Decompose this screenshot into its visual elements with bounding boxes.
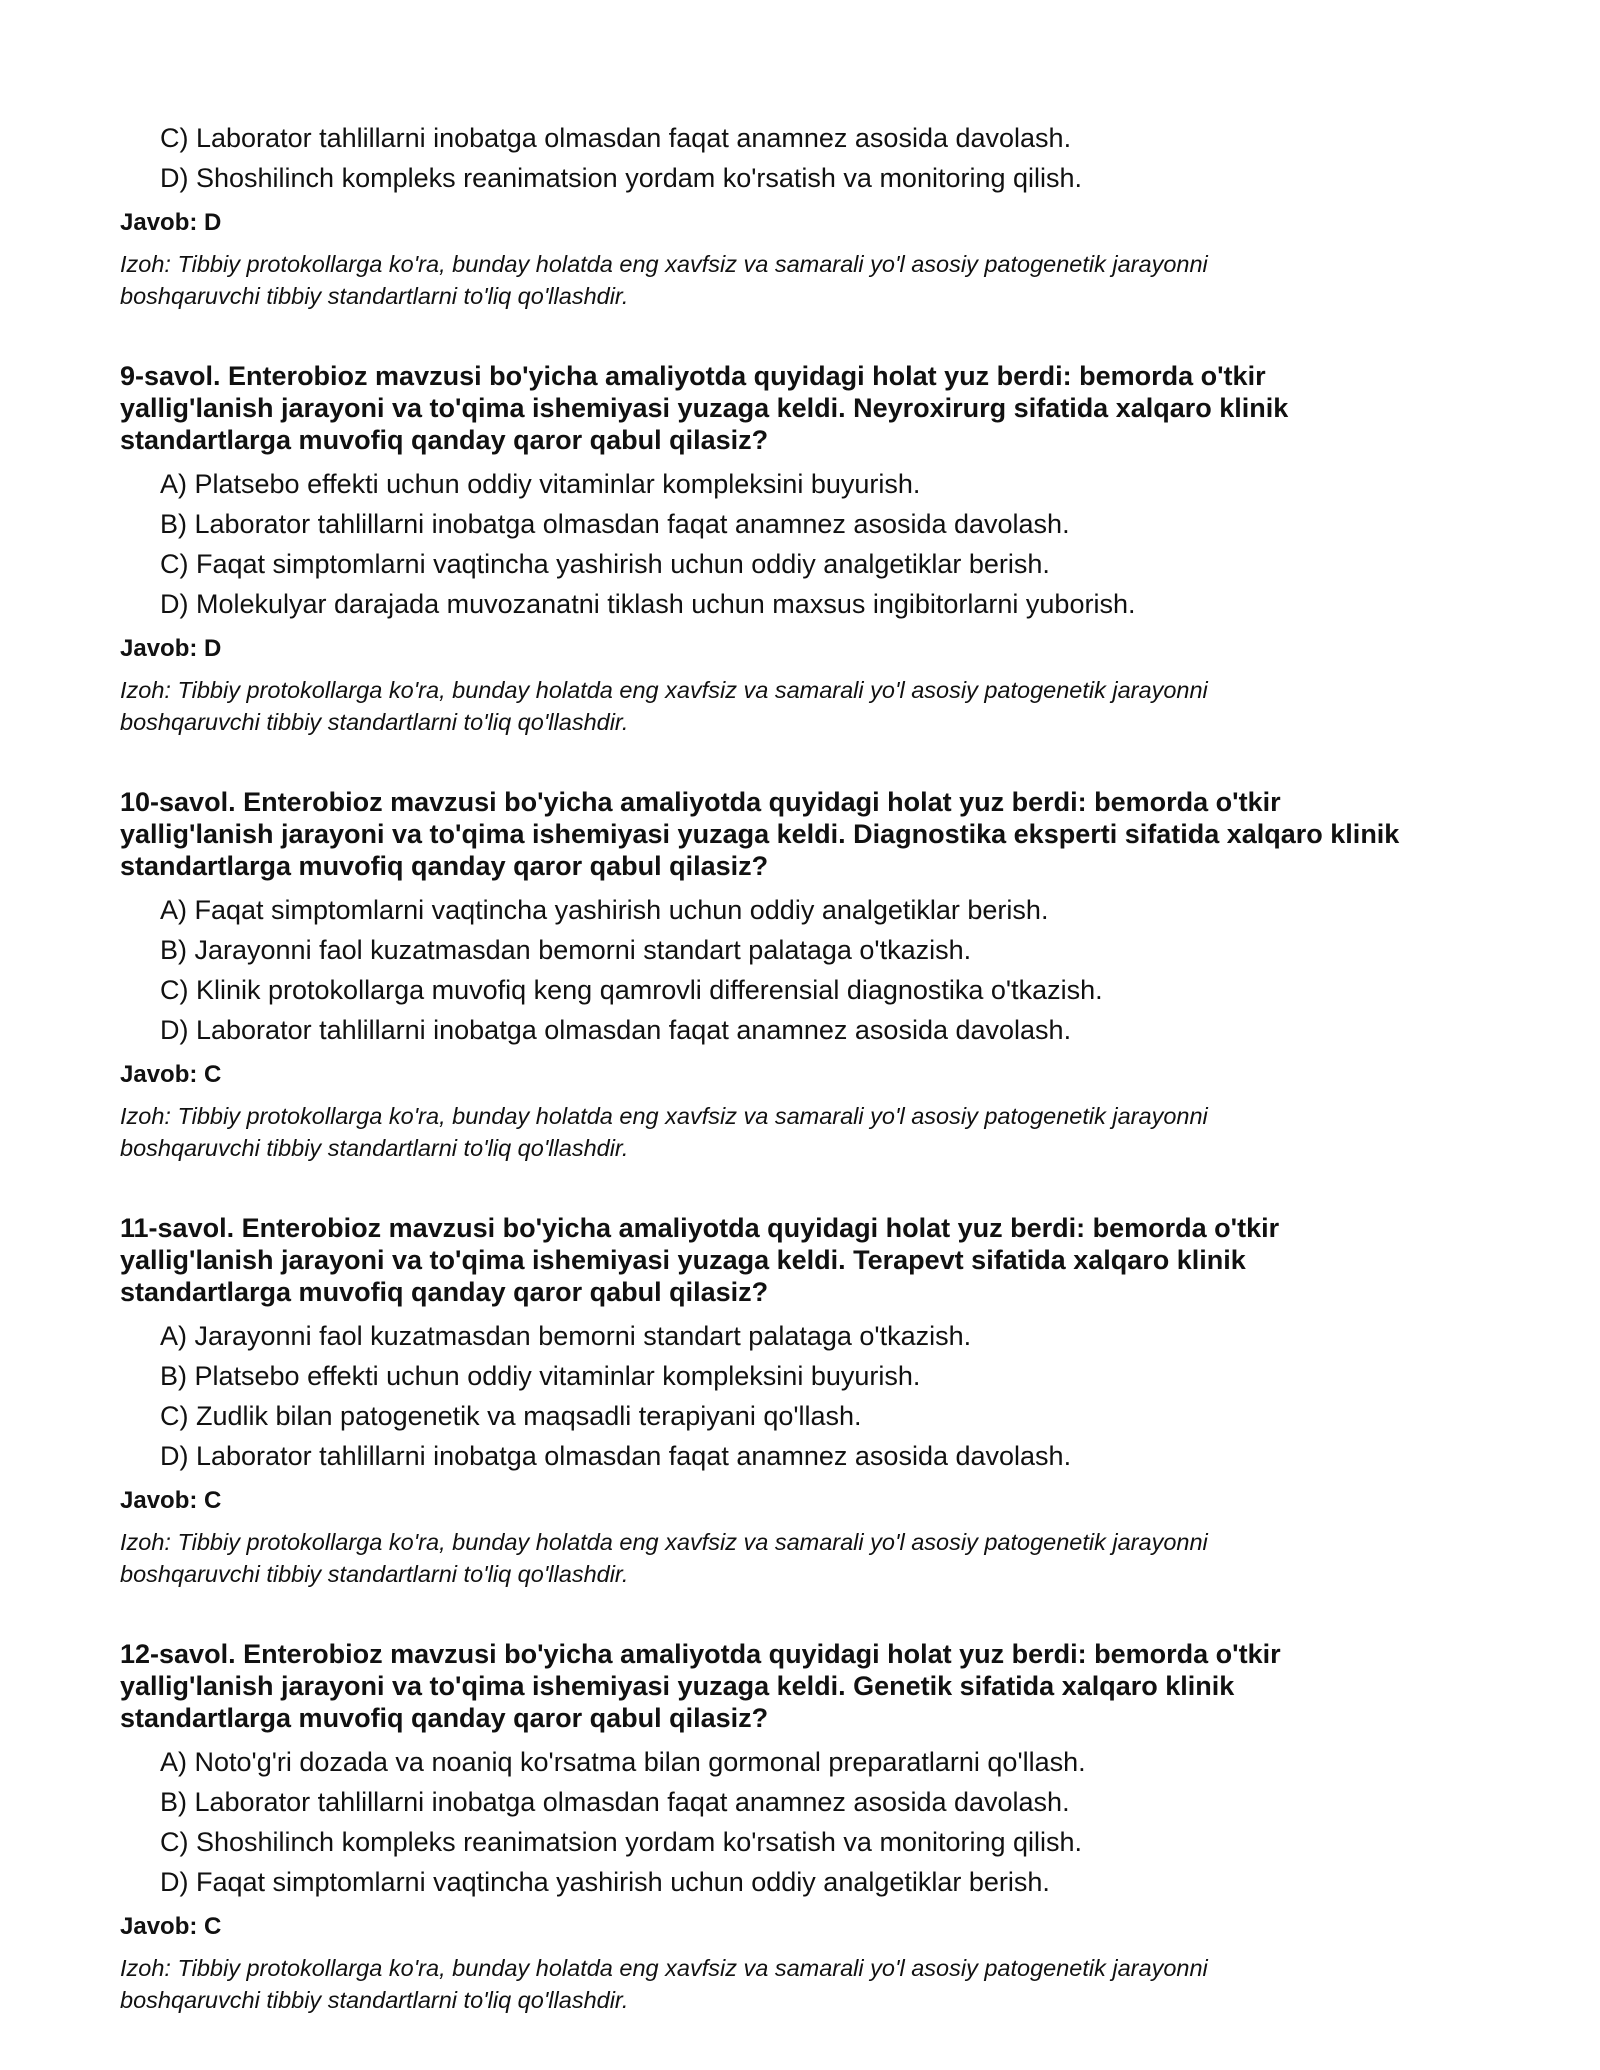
question-title-line: standartlarga muvofiq qanday qaror qabul qilasiz?: [120, 1703, 769, 1733]
explanation-line: boshqaruvchi tibbiy standartlarni to'liq qo'llashdir.: [120, 283, 629, 309]
explanation-note: [120, 1100, 1500, 1164]
explanation-line: boshqaruvchi tibbiy standartlarni to'liq qo'llashdir.: [120, 1135, 629, 1161]
option-c: C) Faqat simptomlarni vaqtincha yashirish uchun oddiy analgetiklar berish.: [160, 549, 1050, 579]
question-title-line: yallig'lanish jarayoni va to'qima ishemiyasi yuzaga keldi. Neyroxirurg sifatida xalqaro klinik: [120, 393, 1289, 423]
option-a: A) Noto'g'ri dozada va noaniq ko'rsatma bilan gormonal preparatlarni qo'llash.: [160, 1747, 1086, 1777]
question-title: [120, 786, 1500, 882]
question-title: [120, 1212, 1500, 1308]
option-c: C) Laborator tahlillarni inobatga olmasdan faqat anamnez asosida davolash.: [160, 123, 1072, 153]
answer-options: [120, 464, 1500, 624]
question-title-line: 12-savol. Enterobioz mavzusi bo'yicha amaliyotda quyidagi holat yuz berdi: bemorda o'tkir: [120, 1639, 1281, 1669]
answer-options: [120, 118, 1500, 198]
question-title-line: standartlarga muvofiq qanday qaror qabul qilasiz?: [120, 1277, 769, 1307]
explanation-line: boshqaruvchi tibbiy standartlarni to'liq qo'llashdir.: [120, 709, 629, 735]
explanation-line: boshqaruvchi tibbiy standartlarni to'liq qo'llashdir.: [120, 1987, 629, 2013]
question-title: [120, 360, 1500, 456]
question-title-line: 9-savol. Enterobioz mavzusi bo'yicha amaliyotda quyidagi holat yuz berdi: bemorda o'tkir: [120, 361, 1266, 391]
answer-options: [120, 1742, 1500, 1902]
document-page: [120, 118, 1500, 2016]
explanation-line: Izoh: Tibbiy protokollarga ko'ra, bunday holatda eng xavfsiz va samarali yo'l asosiy patogenetik jarayonni: [120, 677, 1208, 703]
question-10: [120, 786, 1500, 1164]
question-title-line: standartlarga muvofiq qanday qaror qabul qilasiz?: [120, 425, 769, 455]
answer-label: Javob: C: [120, 1913, 222, 1940]
option-b: B) Jarayonni faol kuzatmasdan bemorni standart palataga o'tkazish.: [160, 935, 972, 965]
question-title: [120, 1638, 1500, 1734]
explanation-note: [120, 248, 1500, 312]
option-d: D) Laborator tahlillarni inobatga olmasdan faqat anamnez asosida davolash.: [160, 1015, 1072, 1045]
answer-label: Javob: D: [120, 635, 222, 662]
option-c: C) Zudlik bilan patogenetik va maqsadli terapiyani qo'llash.: [160, 1401, 862, 1431]
option-d: D) Shoshilinch kompleks reanimatsion yordam ko'rsatish va monitoring qilish.: [160, 163, 1083, 193]
option-c: C) Shoshilinch kompleks reanimatsion yordam ko'rsatish va monitoring qilish.: [160, 1827, 1083, 1857]
answer-label: Javob: C: [120, 1061, 222, 1088]
option-a: A) Jarayonni faol kuzatmasdan bemorni standart palataga o'tkazish.: [160, 1321, 972, 1351]
option-c: C) Klinik protokollarga muvofiq keng qamrovli differensial diagnostika o'tkazish.: [160, 975, 1103, 1005]
question-title-line: 11-savol. Enterobioz mavzusi bo'yicha amaliyotda quyidagi holat yuz berdi: bemorda o'tkir: [120, 1213, 1280, 1243]
option-a: A) Platsebo effekti uchun oddiy vitaminlar kompleksini buyurish.: [160, 469, 921, 499]
question-title-line: yallig'lanish jarayoni va to'qima ishemiyasi yuzaga keldi. Diagnostika eksperti sifatida xalqaro klinik: [120, 819, 1400, 849]
explanation-line: Izoh: Tibbiy protokollarga ko'ra, bunday holatda eng xavfsiz va samarali yo'l asosiy patogenetik jarayonni: [120, 251, 1208, 277]
answer-label: Javob: D: [120, 209, 222, 236]
question-8-continuation: [120, 118, 1500, 312]
explanation-line: Izoh: Tibbiy protokollarga ko'ra, bunday holatda eng xavfsiz va samarali yo'l asosiy patogenetik jarayonni: [120, 1529, 1208, 1555]
option-a: A) Faqat simptomlarni vaqtincha yashirish uchun oddiy analgetiklar berish.: [160, 895, 1049, 925]
question-title-line: 10-savol. Enterobioz mavzusi bo'yicha amaliyotda quyidagi holat yuz berdi: bemorda o'tkir: [120, 787, 1281, 817]
option-d: D) Laborator tahlillarni inobatga olmasdan faqat anamnez asosida davolash.: [160, 1441, 1072, 1471]
answer-label: Javob: C: [120, 1487, 222, 1514]
question-11: [120, 1212, 1500, 1590]
option-d: D) Molekulyar darajada muvozanatni tiklash uchun maxsus ingibitorlarni yuborish.: [160, 589, 1136, 619]
option-b: B) Laborator tahlillarni inobatga olmasdan faqat anamnez asosida davolash.: [160, 509, 1070, 539]
option-b: B) Platsebo effekti uchun oddiy vitaminlar kompleksini buyurish.: [160, 1361, 921, 1391]
question-12: [120, 1638, 1500, 2016]
explanation-line: boshqaruvchi tibbiy standartlarni to'liq qo'llashdir.: [120, 1561, 629, 1587]
option-d: D) Faqat simptomlarni vaqtincha yashirish uchun oddiy analgetiklar berish.: [160, 1867, 1050, 1897]
option-b: B) Laborator tahlillarni inobatga olmasdan faqat anamnez asosida davolash.: [160, 1787, 1070, 1817]
answer-options: [120, 1316, 1500, 1476]
answer-options: [120, 890, 1500, 1050]
explanation-note: [120, 1526, 1500, 1590]
explanation-line: Izoh: Tibbiy protokollarga ko'ra, bunday holatda eng xavfsiz va samarali yo'l asosiy patogenetik jarayonni: [120, 1103, 1208, 1129]
question-9: [120, 360, 1500, 738]
explanation-line: Izoh: Tibbiy protokollarga ko'ra, bunday holatda eng xavfsiz va samarali yo'l asosiy patogenetik jarayonni: [120, 1955, 1208, 1981]
explanation-note: [120, 674, 1500, 738]
question-title-line: yallig'lanish jarayoni va to'qima ishemiyasi yuzaga keldi. Genetik sifatida xalqaro klinik: [120, 1671, 1235, 1701]
explanation-note: [120, 1952, 1500, 2016]
question-title-line: yallig'lanish jarayoni va to'qima ishemiyasi yuzaga keldi. Terapevt sifatida xalqaro klinik: [120, 1245, 1246, 1275]
question-title-line: standartlarga muvofiq qanday qaror qabul qilasiz?: [120, 851, 769, 881]
